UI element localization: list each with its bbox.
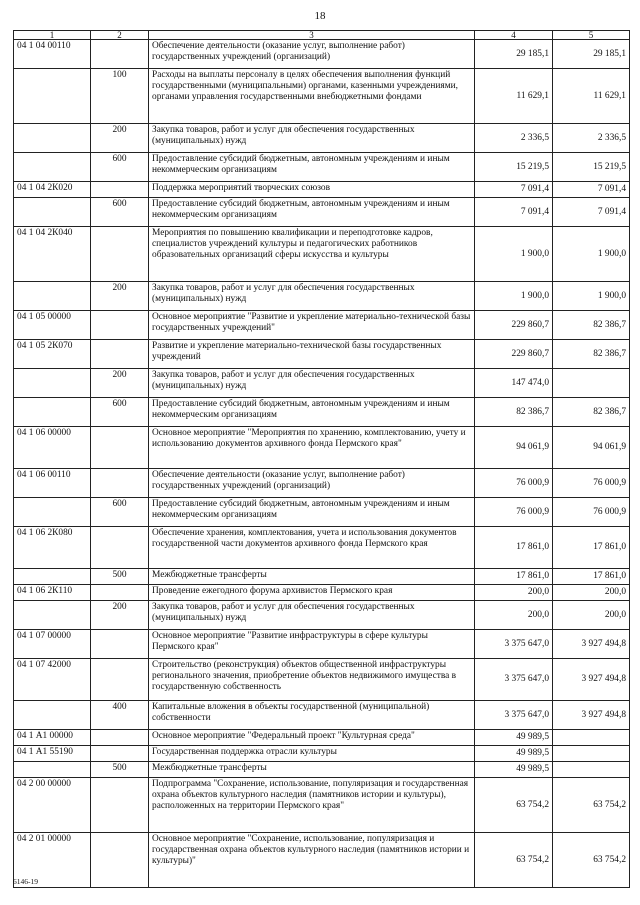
target-article-code — [14, 498, 91, 527]
row-description: Обеспечение деятельности (оказание услуг, выполнение работ) государственных учреждений (организаций) — [149, 469, 475, 498]
expense-type-code — [91, 730, 149, 746]
target-article-code — [14, 762, 91, 778]
expense-type-code — [91, 527, 149, 569]
expense-type-code — [91, 469, 149, 498]
target-article-code: 04 2 01 00000 — [14, 833, 91, 888]
header-col-5: 5 — [553, 31, 630, 40]
amount-year-2: 3 927 494,8 — [553, 701, 630, 730]
amount-year-1: 17 861,0 — [475, 569, 553, 585]
row-description: Межбюджетные трансферты — [149, 762, 475, 778]
target-article-code: 04 1 05 00000 — [14, 311, 91, 340]
row-description: Межбюджетные трансферты — [149, 569, 475, 585]
table-row — [14, 340, 630, 369]
row-description: Строительство (реконструкция) объектов общественной инфраструктуры регионального значения, приобретение объектов недвижимого имущества в государственную собственность — [149, 659, 475, 701]
target-article-code: 04 1 05 2К070 — [14, 340, 91, 369]
amount-year-1: 82 386,7 — [475, 398, 553, 427]
row-description: Подпрограмма "Сохранение, использование, популяризация и государственная охрана объектов культурного наследия (памятников истории и культуры), расположенных на территории Пермского края" — [149, 778, 475, 833]
expense-type-code — [91, 630, 149, 659]
footer-document-code: 6146-19 — [13, 877, 38, 886]
expense-type-code — [91, 227, 149, 282]
amount-year-2: 200,0 — [553, 601, 630, 630]
target-article-code — [14, 601, 91, 630]
expense-type-code: 400 — [91, 701, 149, 730]
target-article-code — [14, 398, 91, 427]
amount-year-1: 63 754,2 — [475, 778, 553, 833]
table-row — [14, 369, 630, 398]
row-description: Поддержка мероприятий творческих союзов — [149, 182, 475, 198]
header-col-3: 3 — [149, 31, 475, 40]
amount-year-2: 82 386,7 — [553, 311, 630, 340]
amount-year-2: 7 091,4 — [553, 182, 630, 198]
expense-type-code: 600 — [91, 498, 149, 527]
amount-year-1: 7 091,4 — [475, 182, 553, 198]
table-row — [14, 659, 630, 701]
row-description: Предоставление субсидий бюджетным, автономным учреждениям и иным некоммерческим организациям — [149, 198, 475, 227]
row-description: Развитие и укрепление материально-технической базы государственных учреждений — [149, 340, 475, 369]
expense-type-code — [91, 778, 149, 833]
amount-year-1: 94 061,9 — [475, 427, 553, 469]
target-article-code — [14, 124, 91, 153]
expense-type-code: 200 — [91, 282, 149, 311]
amount-year-1: 49 989,5 — [475, 746, 553, 762]
row-description: Закупка товаров, работ и услуг для обеспечения государственных (муниципальных) нужд — [149, 369, 475, 398]
expense-type-code — [91, 659, 149, 701]
table-row — [14, 630, 630, 659]
target-article-code: 04 1 07 42000 — [14, 659, 91, 701]
amount-year-1: 76 000,9 — [475, 498, 553, 527]
row-description: Капитальные вложения в объекты государственной (муниципальной) собственности — [149, 701, 475, 730]
expense-type-code: 500 — [91, 569, 149, 585]
expense-type-code: 200 — [91, 601, 149, 630]
target-article-code: 04 1 06 2К110 — [14, 585, 91, 601]
amount-year-2: 1 900,0 — [553, 227, 630, 282]
table-row — [14, 282, 630, 311]
row-description: Закупка товаров, работ и услуг для обеспечения государственных (муниципальных) нужд — [149, 124, 475, 153]
amount-year-2 — [553, 730, 630, 746]
amount-year-2: 76 000,9 — [553, 469, 630, 498]
amount-year-2: 17 861,0 — [553, 569, 630, 585]
row-description: Закупка товаров, работ и услуг для обеспечения государственных (муниципальных) нужд — [149, 282, 475, 311]
expense-type-code: 600 — [91, 198, 149, 227]
expense-type-code: 600 — [91, 153, 149, 182]
target-article-code — [14, 69, 91, 124]
table-row — [14, 762, 630, 778]
table-row — [14, 585, 630, 601]
table-row — [14, 527, 630, 569]
amount-year-2: 7 091,4 — [553, 198, 630, 227]
target-article-code — [14, 198, 91, 227]
expense-type-code — [91, 340, 149, 369]
target-article-code: 04 1 04 2К040 — [14, 227, 91, 282]
amount-year-2 — [553, 369, 630, 398]
row-description: Мероприятия по повышению квалификации и переподготовке кадров, специалистов учреждений культуры и педагогических работников образовательных организаций сферы искусства и культуры — [149, 227, 475, 282]
target-article-code: 04 1 06 00110 — [14, 469, 91, 498]
target-article-code — [14, 153, 91, 182]
target-article-code — [14, 569, 91, 585]
target-article-code: 04 1 07 00000 — [14, 630, 91, 659]
row-description: Государственная поддержка отрасли культуры — [149, 746, 475, 762]
row-description: Основное мероприятие "Развитие инфраструктуры в сфере культуры Пермского края" — [149, 630, 475, 659]
table-row — [14, 469, 630, 498]
amount-year-1: 17 861,0 — [475, 527, 553, 569]
amount-year-1: 147 474,0 — [475, 369, 553, 398]
amount-year-2: 3 927 494,8 — [553, 659, 630, 701]
amount-year-2: 2 336,5 — [553, 124, 630, 153]
amount-year-2: 76 000,9 — [553, 498, 630, 527]
target-article-code — [14, 369, 91, 398]
expense-type-code — [91, 427, 149, 469]
amount-year-1: 49 989,5 — [475, 762, 553, 778]
amount-year-1: 7 091,4 — [475, 198, 553, 227]
expense-type-code: 200 — [91, 124, 149, 153]
target-article-code: 04 1 04 00110 — [14, 40, 91, 69]
table-row — [14, 198, 630, 227]
amount-year-1: 3 375 647,0 — [475, 701, 553, 730]
page-number: 18 — [314, 10, 326, 22]
expense-type-code — [91, 746, 149, 762]
row-description: Предоставление субсидий бюджетным, автономным учреждениям и иным некоммерческим организациям — [149, 498, 475, 527]
table-row — [14, 311, 630, 340]
expense-type-code: 200 — [91, 369, 149, 398]
expense-type-code — [91, 585, 149, 601]
amount-year-2: 15 219,5 — [553, 153, 630, 182]
target-article-code: 04 1 А1 00000 — [14, 730, 91, 746]
target-article-code: 04 1 06 2К080 — [14, 527, 91, 569]
amount-year-1: 229 860,7 — [475, 340, 553, 369]
table-row — [14, 153, 630, 182]
target-article-code: 04 1 06 00000 — [14, 427, 91, 469]
table-row — [14, 182, 630, 198]
expense-type-code — [91, 40, 149, 69]
amount-year-2: 11 629,1 — [553, 69, 630, 124]
table-row — [14, 569, 630, 585]
table-row — [14, 778, 630, 833]
table-row — [14, 40, 630, 69]
table-row — [14, 833, 630, 888]
amount-year-1: 200,0 — [475, 601, 553, 630]
target-article-code: 04 1 А1 55190 — [14, 746, 91, 762]
amount-year-2: 200,0 — [553, 585, 630, 601]
expense-type-code: 600 — [91, 398, 149, 427]
amount-year-2: 94 061,9 — [553, 427, 630, 469]
expense-type-code — [91, 833, 149, 888]
table-row — [14, 498, 630, 527]
amount-year-1: 11 629,1 — [475, 69, 553, 124]
amount-year-2: 3 927 494,8 — [553, 630, 630, 659]
target-article-code — [14, 282, 91, 311]
table-row — [14, 69, 630, 124]
amount-year-2 — [553, 746, 630, 762]
table-row — [14, 601, 630, 630]
amount-year-1: 229 860,7 — [475, 311, 553, 340]
target-article-code — [14, 701, 91, 730]
table-row — [14, 701, 630, 730]
amount-year-2: 63 754,2 — [553, 833, 630, 888]
target-article-code: 04 2 00 00000 — [14, 778, 91, 833]
table-row — [14, 746, 630, 762]
target-article-code: 04 1 04 2К020 — [14, 182, 91, 198]
row-description: Обеспечение деятельности (оказание услуг, выполнение работ) государственных учреждений (организаций) — [149, 40, 475, 69]
row-description: Основное мероприятие "Федеральный проект "Культурная среда" — [149, 730, 475, 746]
amount-year-2 — [553, 762, 630, 778]
expense-type-code — [91, 311, 149, 340]
row-description: Предоставление субсидий бюджетным, автономным учреждениям и иным некоммерческим организациям — [149, 398, 475, 427]
row-description: Обеспечение хранения, комплектования, учета и использования документов государственной части документов архивного фонда Пермского края — [149, 527, 475, 569]
table-row — [14, 227, 630, 282]
amount-year-1: 76 000,9 — [475, 469, 553, 498]
amount-year-1: 200,0 — [475, 585, 553, 601]
amount-year-2: 29 185,1 — [553, 40, 630, 69]
amount-year-1: 1 900,0 — [475, 282, 553, 311]
amount-year-1: 49 989,5 — [475, 730, 553, 746]
table-row — [14, 398, 630, 427]
table-row — [14, 124, 630, 153]
row-description: Основное мероприятие "Развитие и укрепление материально-технической базы государственных учреждений" — [149, 311, 475, 340]
table-row — [14, 730, 630, 746]
amount-year-1: 29 185,1 — [475, 40, 553, 69]
amount-year-1: 15 219,5 — [475, 153, 553, 182]
amount-year-2: 82 386,7 — [553, 398, 630, 427]
amount-year-1: 63 754,2 — [475, 833, 553, 888]
header-col-2: 2 — [91, 31, 149, 40]
amount-year-2: 82 386,7 — [553, 340, 630, 369]
amount-year-2: 17 861,0 — [553, 527, 630, 569]
budget-table — [13, 30, 630, 888]
amount-year-1: 2 336,5 — [475, 124, 553, 153]
expense-type-code — [91, 182, 149, 198]
amount-year-2: 63 754,2 — [553, 778, 630, 833]
amount-year-1: 3 375 647,0 — [475, 630, 553, 659]
amount-year-1: 1 900,0 — [475, 227, 553, 282]
amount-year-2: 1 900,0 — [553, 282, 630, 311]
row-description: Основное мероприятие "Сохранение, использование, популяризация и государственная охрана объектов культурного наследия (памятников истории и культуры)" — [149, 833, 475, 888]
row-description: Расходы на выплаты персоналу в целях обеспечения выполнения функций государственными (муниципальными) органами, казенными учреждениями, органами управления государственными внебюджетными фондами — [149, 69, 475, 124]
row-description: Проведение ежегодного форума архивистов Пермского края — [149, 585, 475, 601]
amount-year-1: 3 375 647,0 — [475, 659, 553, 701]
row-description: Предоставление субсидий бюджетным, автономным учреждениям и иным некоммерческим организациям — [149, 153, 475, 182]
column-number-header — [14, 31, 630, 40]
expense-type-code: 100 — [91, 69, 149, 124]
header-col-1: 1 — [14, 31, 91, 40]
row-description: Основное мероприятие "Мероприятия по хранению, комплектованию, учету и использованию документов архивного фонда Пермского края" — [149, 427, 475, 469]
table-row — [14, 427, 630, 469]
expense-type-code: 500 — [91, 762, 149, 778]
row-description: Закупка товаров, работ и услуг для обеспечения государственных (муниципальных) нужд — [149, 601, 475, 630]
header-col-4: 4 — [475, 31, 553, 40]
